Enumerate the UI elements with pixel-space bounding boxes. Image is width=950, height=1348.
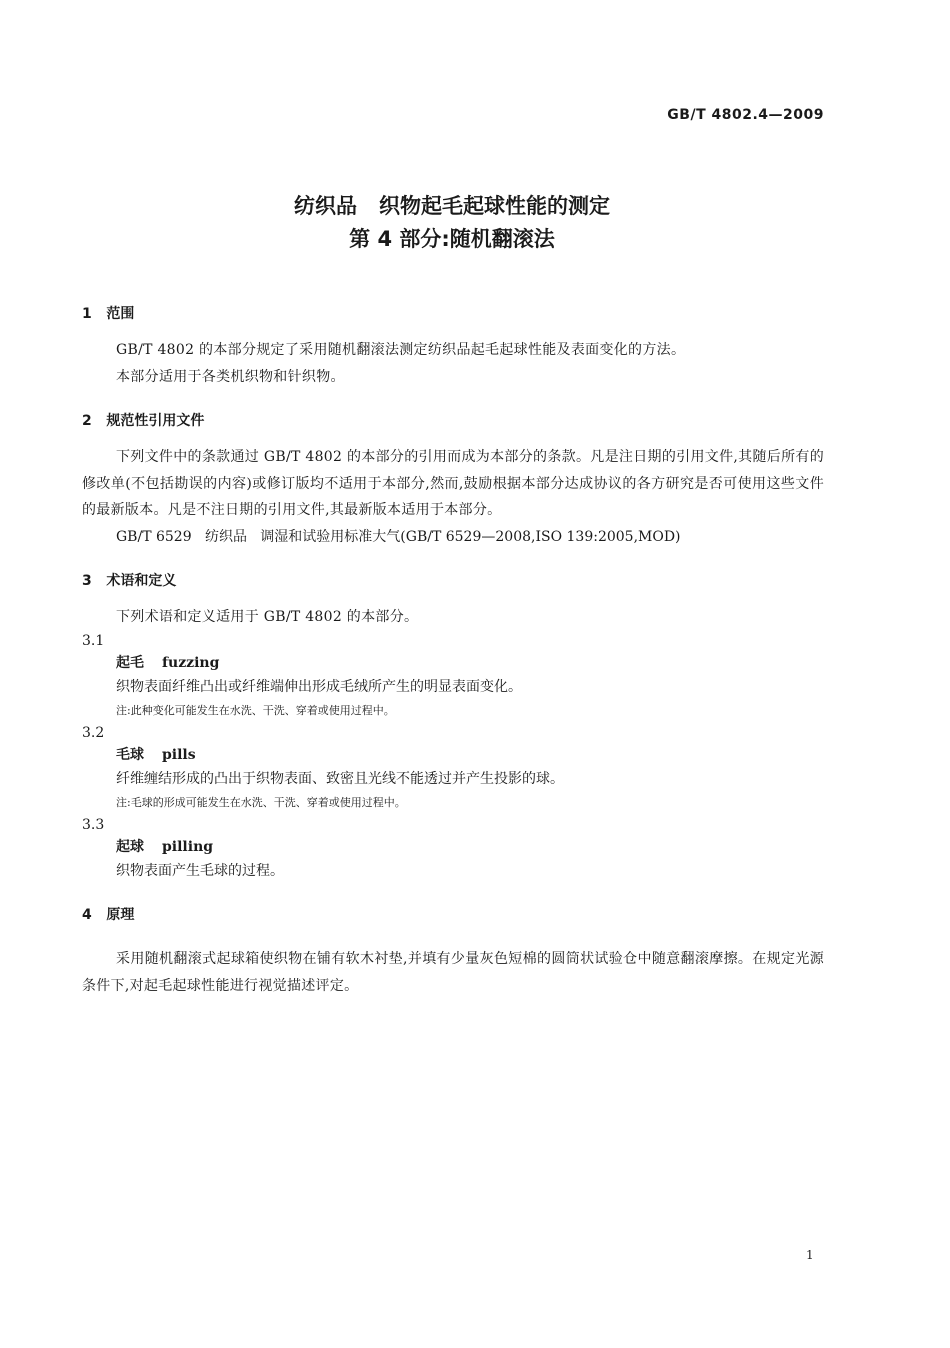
document-title [0,190,904,256]
section-1-paragraph-2: 本部分适用于各类机织物和针织物。 [116,368,345,385]
title-line-1: 纺织品 织物起毛起球性能的测定 [294,194,610,218]
term-3-1-zh: 起毛 [116,655,144,671]
page-number: 1 [806,1248,814,1262]
term-3-3-en: pilling [162,839,214,855]
term-3-1-number: 3.1 [82,633,105,649]
section-2-heading: 2 规范性引用文件 [82,413,205,429]
term-3-2-definition: 纤维缠结形成的凸出于织物表面、致密且光线不能透过并产生投影的球。 [116,771,564,787]
section-3-intro: 下列术语和定义适用于 GB/T 4802 的本部分。 [116,608,419,625]
section-1-paragraph-1: GB/T 4802 的本部分规定了采用随机翻滚法测定纺织品起毛起球性能及表面变化的方法。 [116,342,686,358]
section-2-paragraph: 下列文件中的条款通过 GB/T 4802 的本部分的引用而成为本部分的条款。凡是注日期的引用文件,其随后所有的修改单(不包括勘误的内容)或修订版均不适用于本部分,然而,鼓励根据本部分达成协议的各方研究是否可使用这些文件的最新版本。凡是不注日期的引用文件,其最新版本适用于本部分。 [82,449,824,518]
term-3-3-definition: 织物表面产生毛球的过程。 [116,863,284,879]
term-3-1 [82,652,824,674]
term-3-2-en: pills [162,747,196,763]
section-4-heading: 4 原理 [82,907,135,923]
standard-code-header: GB/T 4802.4—2009 [667,107,824,123]
document-body [82,303,824,999]
section-4-paragraph: 采用随机翻滚式起球箱使织物在铺有软木衬垫,并填有少量灰色短棉的圆筒状试验仓中随意翻滚摩擦。在规定光源条件下,对起毛起球性能进行视觉描述评定。 [82,951,824,994]
term-3-2-zh: 毛球 [116,747,144,763]
term-3-3 [82,836,824,858]
section-3-heading: 3 术语和定义 [82,572,177,589]
normative-reference-gbt6529: GB/T 6529 纺织品 调湿和试验用标准大气(GB/T 6529—2008,ISO 139:2005,MOD) [116,528,681,545]
term-3-2 [82,744,824,766]
term-3-1-note: 注:此种变化可能发生在水洗、干洗、穿着或使用过程中。 [116,704,395,717]
term-3-3-number: 3.3 [82,817,105,833]
term-3-2-number: 3.2 [82,725,105,741]
term-3-2-note: 注:毛球的形成可能发生在水洗、干洗、穿着或使用过程中。 [116,796,406,809]
section-1-heading: 1 范围 [82,306,135,322]
term-3-1-definition: 织物表面纤维凸出或纤维端伸出形成毛绒所产生的明显表面变化。 [116,679,522,695]
title-line-2: 第 4 部分:随机翻滚法 [349,227,555,251]
term-3-3-zh: 起球 [116,839,144,855]
term-3-1-en: fuzzing [162,655,220,671]
